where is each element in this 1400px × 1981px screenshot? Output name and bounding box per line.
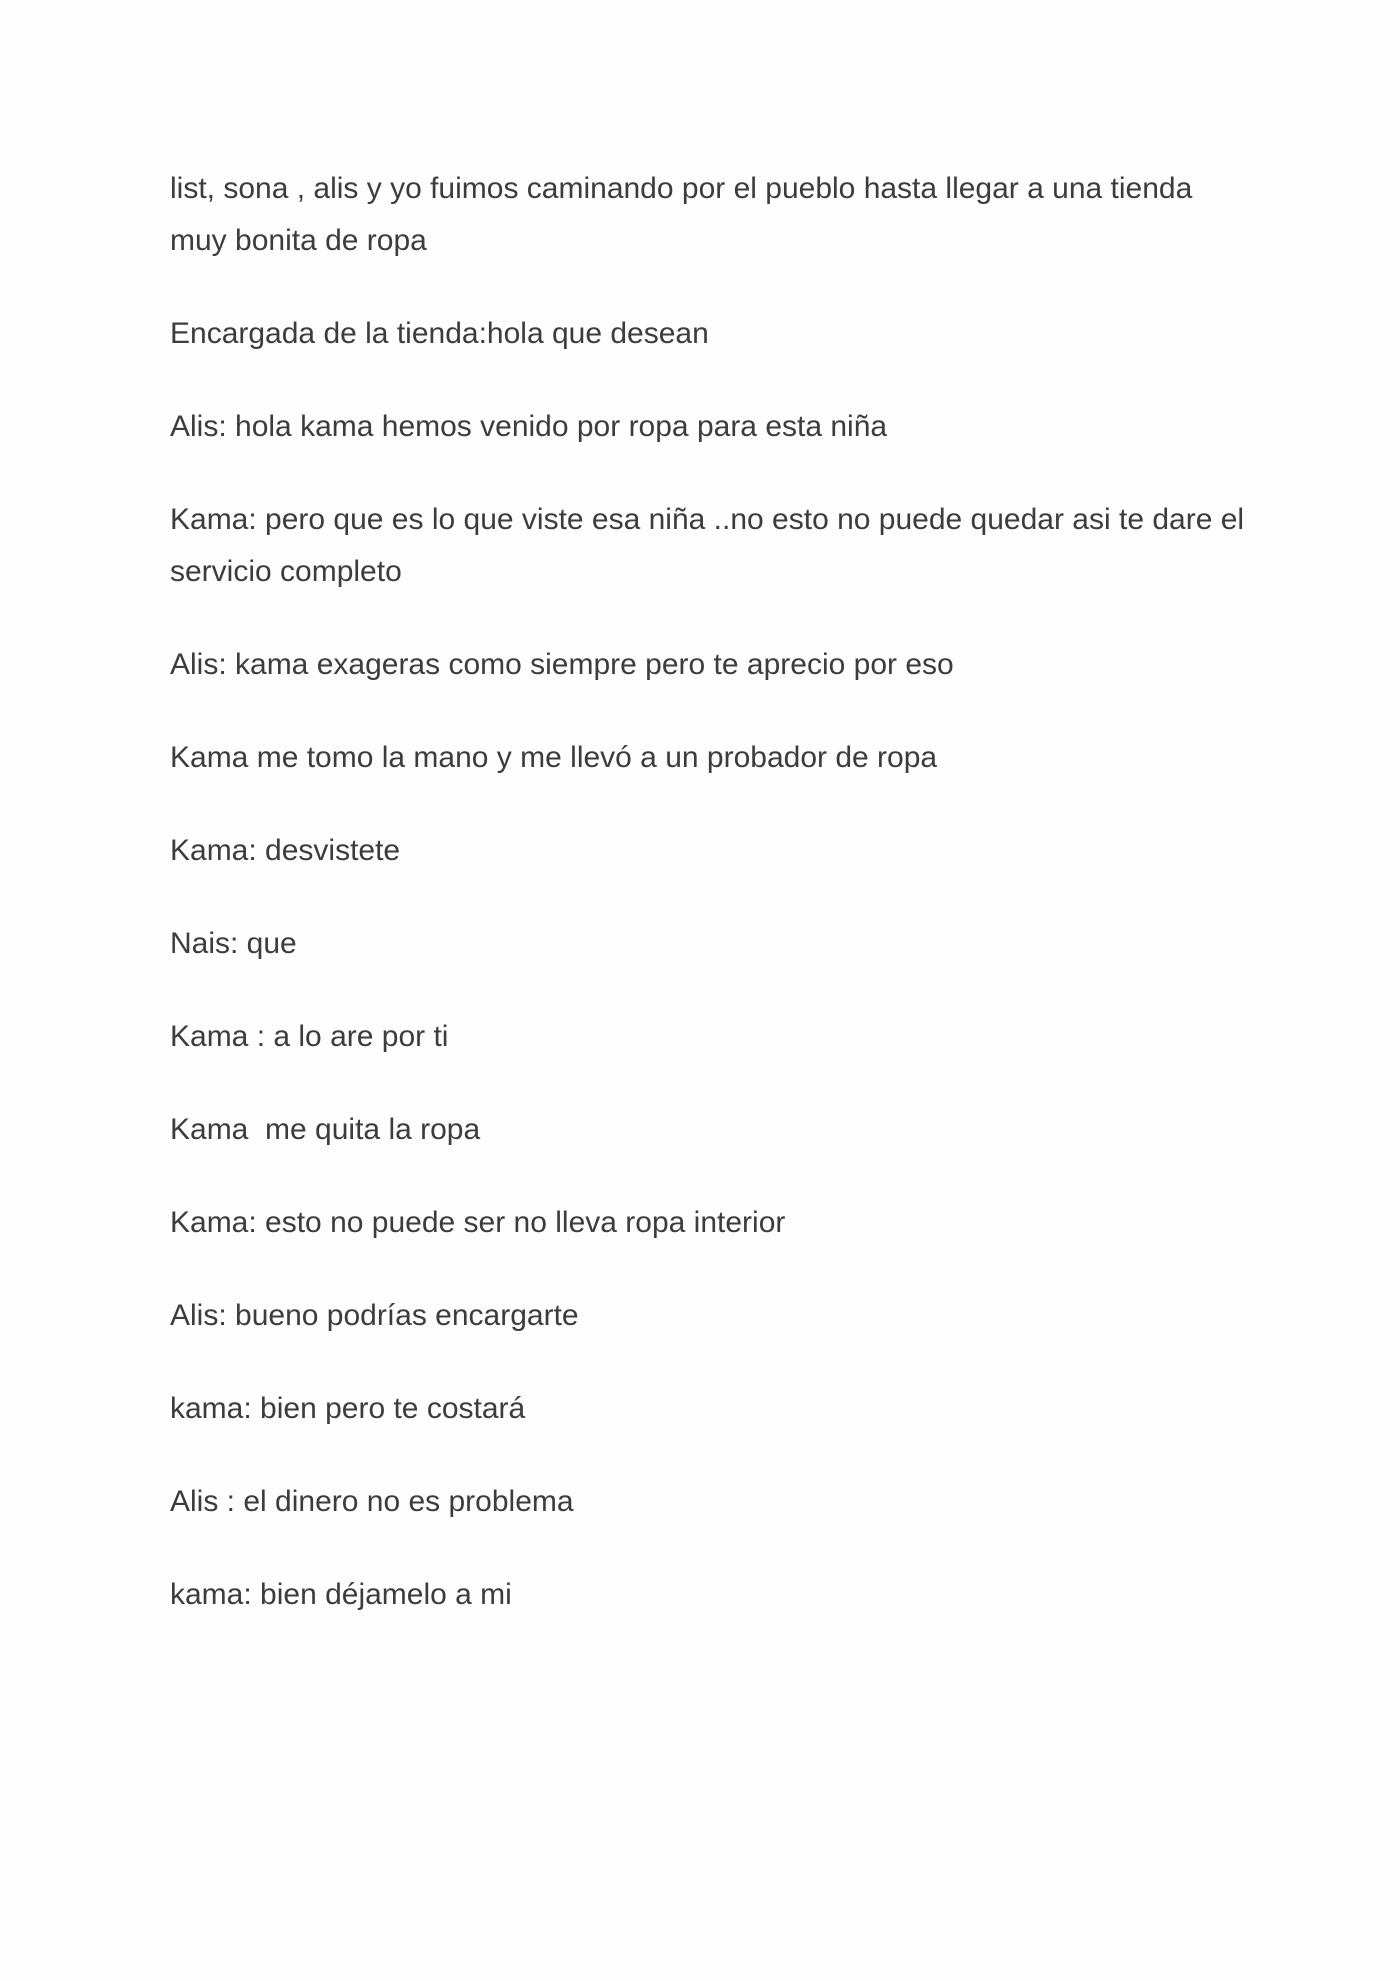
paragraph-dialogue: Alis : el dinero no es problema [170,1485,574,1518]
paragraph-dialogue: Kama: desvistete [170,834,401,867]
paragraph-narration: Kama me quita la ropa [170,1113,481,1146]
paragraph-dialogue: Alis: bueno podrías encargarte [170,1299,579,1332]
paragraph-dialogue: Kama: esto no puede ser no lleva ropa interior [170,1206,786,1239]
paragraph-dialogue: kama: bien déjamelo a mi [170,1578,512,1611]
paragraph-dialogue: Alis: hola kama hemos venido por ropa para esta niña [170,410,888,443]
paragraph-dialogue: Encargada de la tienda:hola que desean [170,317,709,350]
paragraph-narration: Kama me tomo la mano y me llevó a un probador de ropa [170,741,938,774]
document-body [170,163,1253,1662]
paragraph-dialogue: Kama : a lo are por ti [170,1020,449,1053]
paragraph-dialogue: kama: bien pero te costará [170,1392,526,1425]
paragraph-dialogue: Nais: que [170,927,297,960]
paragraph-dialogue: Alis: kama exageras como siempre pero te aprecio por eso [170,648,954,681]
paragraph-dialogue: Kama: pero que es lo que viste esa niña ..no esto no puede quedar asi te dare el servicio completo [170,503,1253,588]
paragraph-narration: list, sona , alis y yo fuimos caminando por el pueblo hasta llegar a una tienda muy bonita de ropa [170,172,1201,257]
